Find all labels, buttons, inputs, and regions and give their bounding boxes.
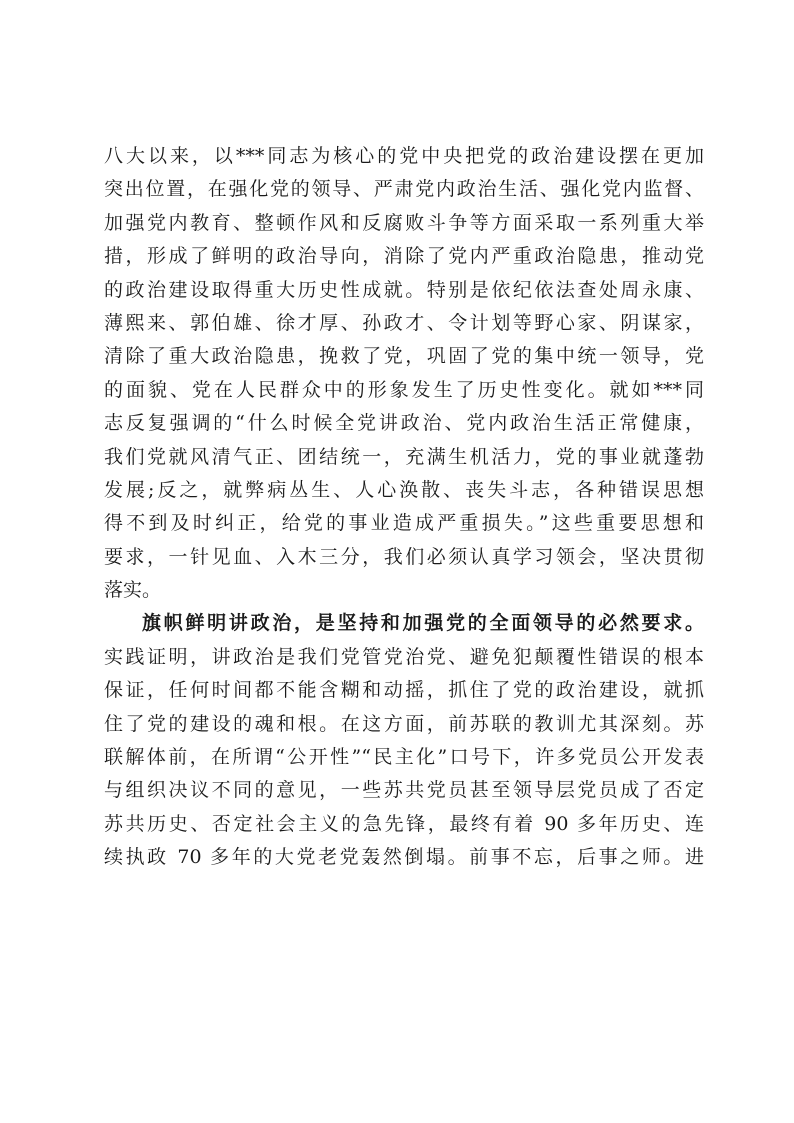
section-heading: 旗帜鲜明讲政治，是坚持和加强党的全面领导的必然要求。: [142, 612, 704, 635]
body-line: 措，形成了鲜明的政治导向，消除了党内严重政治隐患，推动党: [104, 245, 704, 268]
body-line: 的面貌、党在人民群众中的形象发生了历史性变化。就如***同: [104, 378, 704, 401]
body-line: 突出位置，在强化党的领导、严肃党内政治生活、强化党内监督、: [104, 178, 704, 201]
body-line: 我们党就风清气正、团结统一，充满生机活力，党的事业就蓬勃: [104, 445, 704, 468]
body-line: 实践证明，讲政治是我们党管党治党、避免犯颠覆性错误的根本: [104, 645, 704, 668]
body-line: 薄熙来、郭伯雄、徐才厚、孙政才、令计划等野心家、阴谋家，: [104, 311, 704, 334]
body-line: 苏共历史、否定社会主义的急先锋，最终有着 90 多年历史、连: [104, 812, 704, 835]
document-body: [104, 140, 704, 875]
body-line: 得不到及时纠正，给党的事业造成严重损失。”这些重要思想和: [104, 512, 704, 535]
body-line: 与组织决议不同的意见，一些苏共党员甚至领导层党员成了否定: [104, 779, 704, 802]
body-line: 发展;反之，就弊病丛生、人心涣散、丧失斗志，各种错误思想: [104, 478, 704, 501]
body-line: 要求，一针见血、入木三分，我们必须认真学习领会，坚决贯彻: [104, 545, 704, 568]
body-line: 联解体前，在所谓“公开性”“民主化”口号下，许多党员公开发表: [104, 746, 704, 769]
body-line: 清除了重大政治隐患，挽救了党，巩固了党的集中统一领导，党: [104, 345, 704, 368]
body-line: 续执政 70 多年的大党老党轰然倒塌。前事不忘，后事之师。进: [104, 846, 704, 869]
body-line: 落实。: [104, 579, 162, 602]
body-line: 加强党内教育、整顿作风和反腐败斗争等方面采取一系列重大举: [104, 211, 704, 234]
body-line: 八大以来，以***同志为核心的党中央把党的政治建设摆在更加: [104, 145, 704, 167]
body-line: 志反复强调的“什么时候全党讲政治、党内政治生活正常健康，: [104, 412, 704, 435]
body-line: 保证，任何时间都不能含糊和动摇，抓住了党的政治建设，就抓: [104, 679, 704, 702]
body-line: 的政治建设取得重大历史性成就。特别是依纪依法查处周永康、: [104, 278, 704, 301]
section-heading-line: [104, 607, 704, 640]
body-line: 住了党的建设的魂和根。在这方面，前苏联的教训尤其深刻。苏: [104, 712, 704, 735]
